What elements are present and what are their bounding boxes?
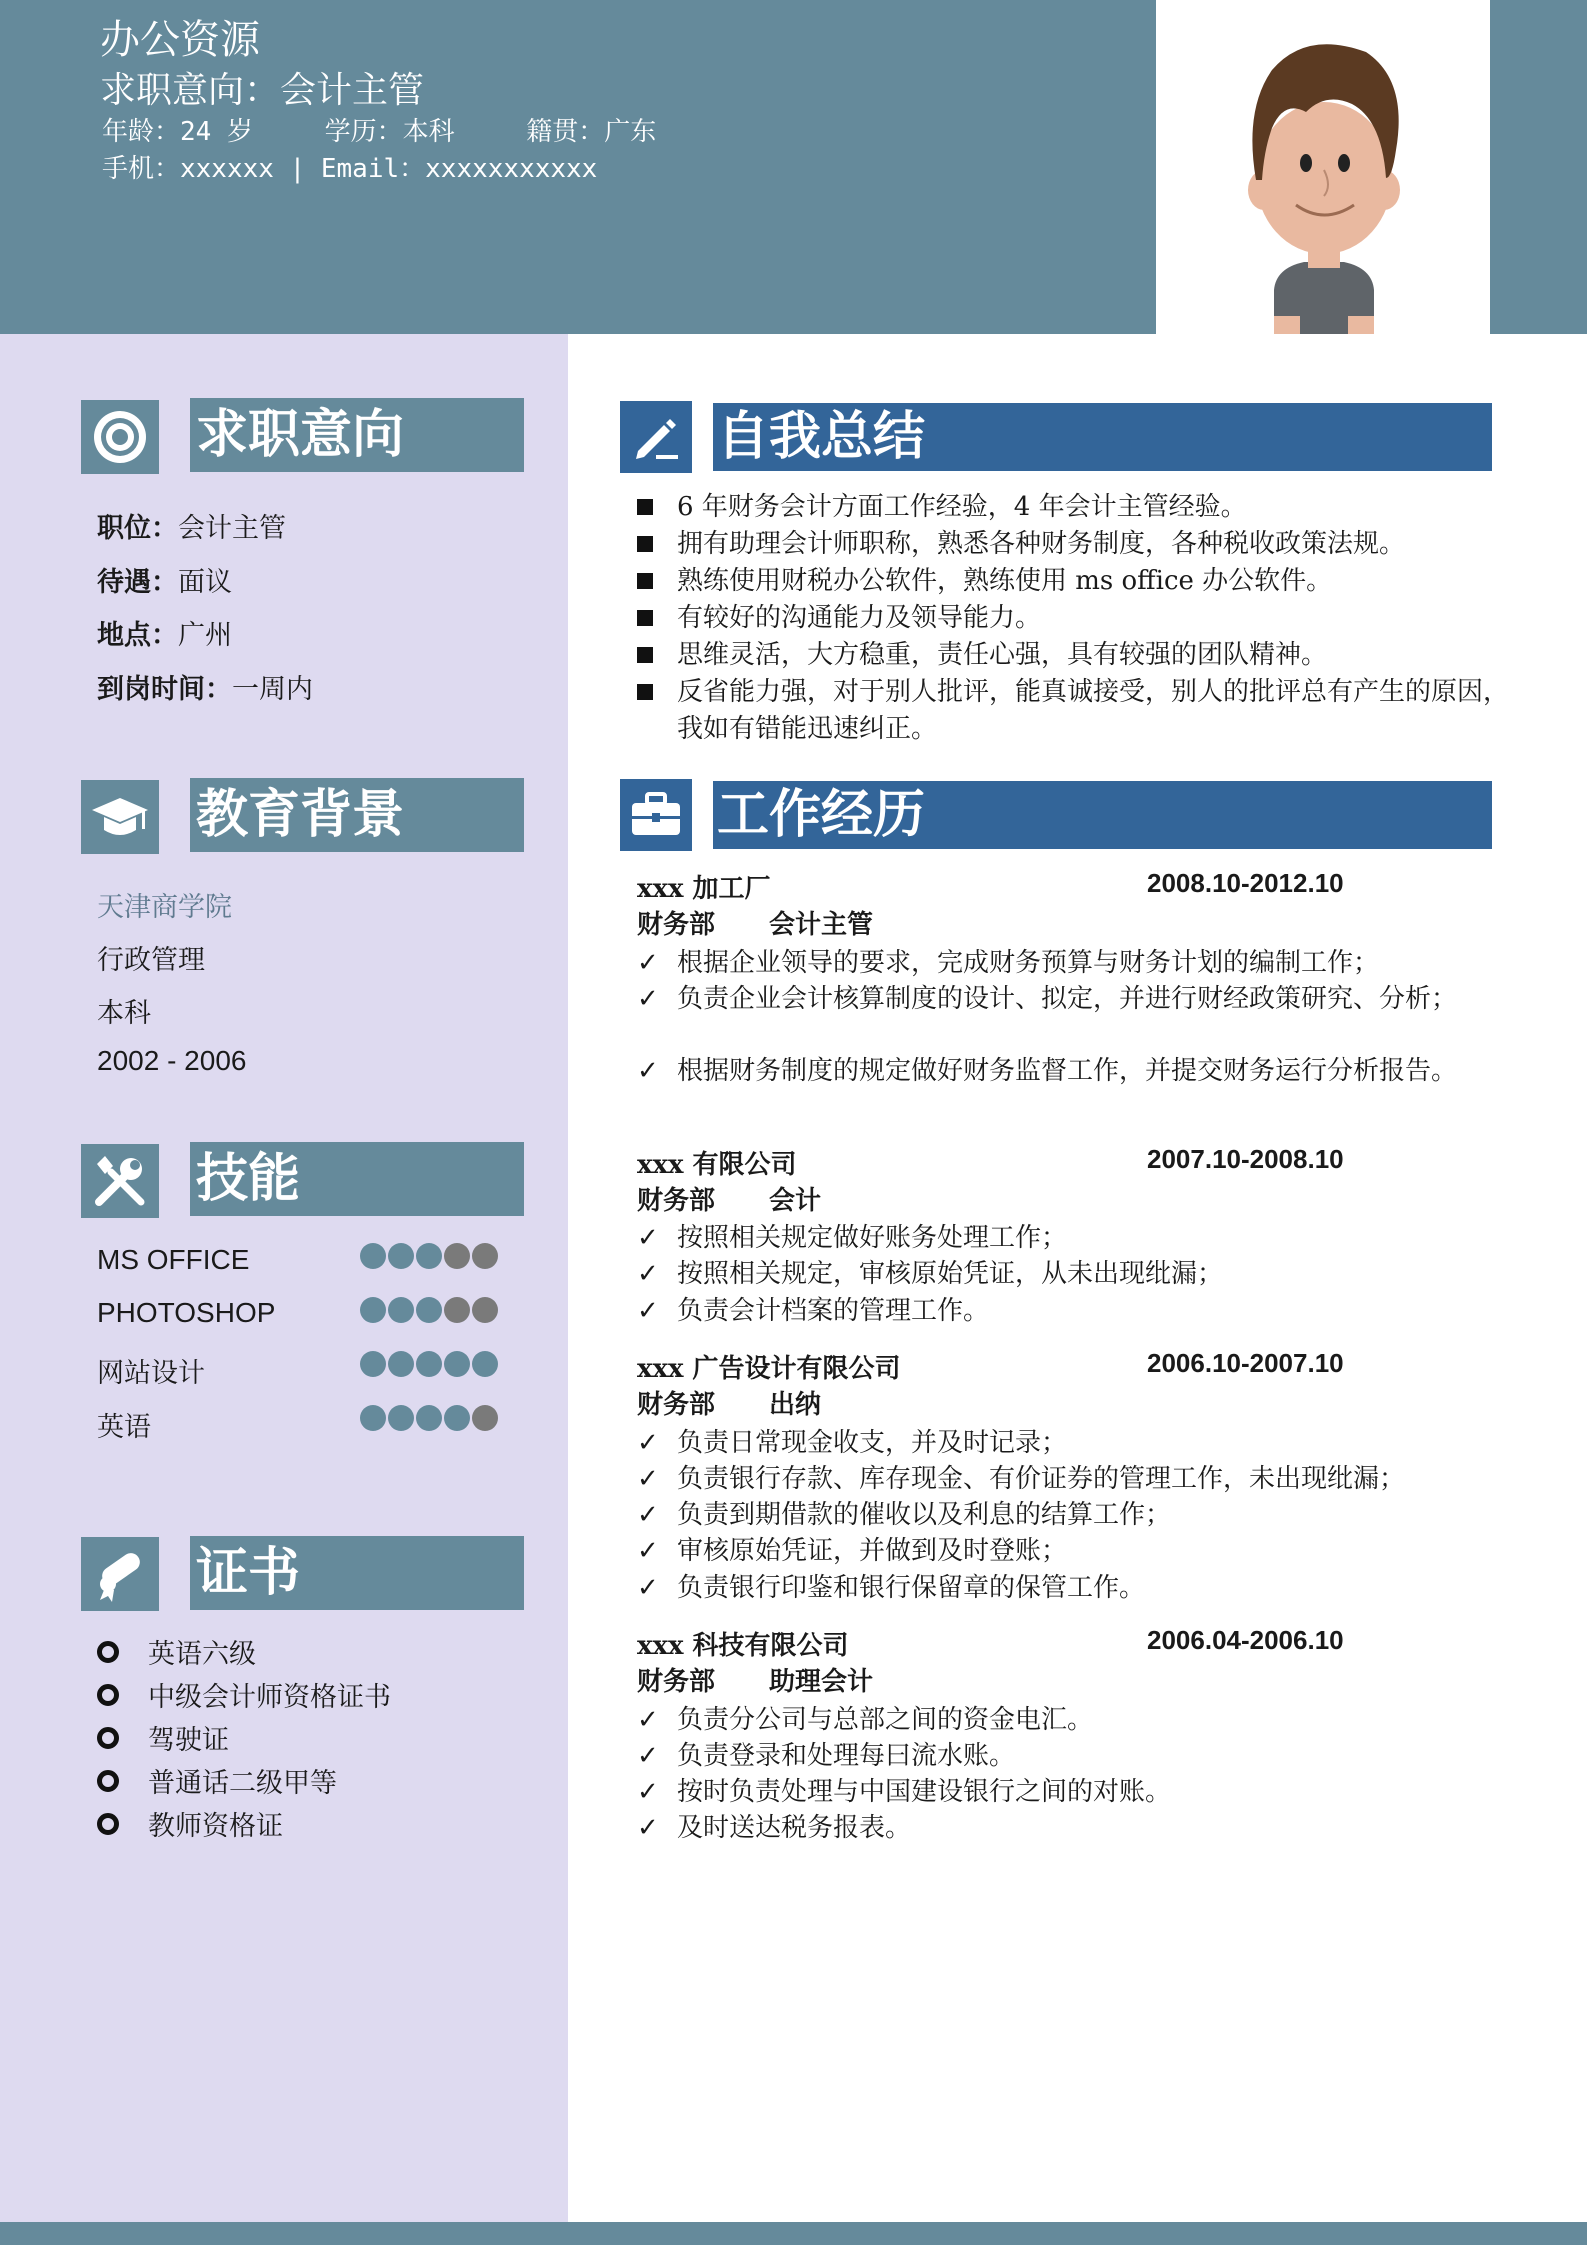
job-date: 2006.04-2006.10 [1147, 1625, 1344, 1655]
square-bullet-icon [637, 573, 653, 589]
avatar [1156, 0, 1490, 334]
job-role: 会计主管 [769, 910, 874, 940]
summary-item [637, 637, 1497, 674]
checkmark-icon: ✓ [637, 1741, 659, 1771]
summary-text: 熟练使用财税办公软件，熟练使用 ms office 办公软件。 [677, 566, 1333, 596]
summary-item [637, 526, 1497, 563]
graduation-cap-icon [81, 780, 159, 854]
header-education: 学历：本科 [324, 117, 455, 147]
section-title-experience: 工作经历 [713, 781, 1492, 849]
square-bullet-icon [637, 499, 653, 515]
bullet-ring-icon [97, 1684, 119, 1706]
job-dept: 财务部 [637, 1390, 716, 1420]
job-role: 助理会计 [769, 1667, 874, 1697]
bullet-ring-icon [97, 1813, 119, 1835]
duty-item [637, 982, 1477, 1052]
briefcase-icon [620, 779, 692, 851]
skill-rating [360, 1351, 500, 1377]
education-degree: 本科 [97, 998, 151, 1029]
duty-item [637, 1294, 1477, 1329]
target-icon [81, 400, 159, 474]
summary-item [637, 674, 1510, 748]
diploma-icon [81, 1537, 159, 1611]
section-title-skills: 技能 [190, 1142, 524, 1216]
skill-name: 英语 [97, 1412, 151, 1443]
job-date: 2007.10-2008.10 [1147, 1144, 1344, 1174]
duty-text: 按照相关规定做好账务处理工作； [677, 1223, 1068, 1253]
job-department [637, 1661, 873, 1698]
duty-item [637, 1534, 1477, 1569]
duty-text: 负责会计档案的管理工作。 [677, 1296, 990, 1326]
summary-text: 拥有助理会计师职称，熟悉各种财务制度，各种税收政策法规。 [677, 529, 1406, 559]
skill-dot-filled [360, 1351, 386, 1377]
skill-dot-filled [472, 1351, 498, 1377]
duty-item [637, 1498, 1477, 1533]
duty-text: 审核原始凭证，并做到及时登账； [677, 1536, 1068, 1566]
duty-text: 根据企业领导的要求，完成财务预算与财务计划的编制工作； [677, 948, 1380, 978]
duty-item [637, 1054, 1477, 1124]
intent-arrival-value: 一周内 [232, 674, 313, 705]
skill-dot-filled [416, 1243, 442, 1269]
certificate-label: 普通话二级甲等 [148, 1768, 337, 1799]
certificate-label: 中级会计师资格证书 [148, 1682, 391, 1713]
intent-arrival-label: 到岗时间： [97, 674, 232, 705]
checkmark-icon: ✓ [637, 1259, 659, 1289]
checkmark-icon: ✓ [637, 948, 659, 978]
certificate-label: 教师资格证 [148, 1811, 283, 1842]
intent-arrival [97, 667, 313, 706]
skill-rating [360, 1297, 500, 1323]
checkmark-icon: ✓ [637, 1464, 659, 1494]
duty-text: 负责银行印鉴和银行保留章的保管工作。 [677, 1573, 1146, 1603]
duty-item [637, 1739, 1477, 1774]
skill-dot-filled [388, 1351, 414, 1377]
skill-name: MS OFFICE [97, 1244, 250, 1275]
job-company: xxx 科技有限公司 [637, 1631, 849, 1661]
certificate-item [97, 1675, 391, 1714]
skill-dot-filled [388, 1297, 414, 1323]
skill-dot-filled [444, 1351, 470, 1377]
intent-position-value: 会计主管 [178, 513, 286, 544]
header-origin: 籍贯：广东 [526, 117, 657, 147]
sidebar [0, 334, 568, 2222]
header-name: 办公资源 [100, 17, 260, 63]
certificate-item [97, 1632, 256, 1671]
skill-dot-filled [360, 1243, 386, 1269]
header-intent: 求职意向：会计主管 [100, 70, 425, 111]
checkmark-icon: ✓ [637, 1056, 659, 1086]
intent-location-label: 地点： [97, 620, 178, 651]
duty-item [637, 1221, 1477, 1256]
checkmark-icon: ✓ [637, 1296, 659, 1326]
section-title-summary: 自我总结 [713, 403, 1492, 471]
summary-text: 有较好的沟通能力及领导能力。 [677, 603, 1042, 633]
certificate-item [97, 1804, 283, 1843]
duty-text: 按时负责处理与中国建设银行之间的对账。 [677, 1777, 1172, 1807]
summary-item [637, 563, 1497, 600]
duty-item [637, 1703, 1477, 1738]
job-department [637, 904, 873, 941]
square-bullet-icon [637, 647, 653, 663]
certificate-label: 英语六级 [148, 1639, 256, 1670]
intent-location-value: 广州 [178, 620, 232, 651]
footer-bar [0, 2222, 1587, 2245]
skill-dot-filled [416, 1405, 442, 1431]
header-contact: 手机：xxxxxx | Email：xxxxxxxxxxx [102, 154, 598, 184]
skill-dot-filled [416, 1351, 442, 1377]
certificate-item [97, 1718, 229, 1757]
duty-item [637, 1462, 1477, 1497]
skill-dot-filled [360, 1405, 386, 1431]
duty-text: 负责到期借款的催收以及利息的结算工作； [677, 1500, 1172, 1530]
skill-dot-filled [388, 1243, 414, 1269]
education-major: 行政管理 [97, 945, 205, 976]
intent-location [97, 613, 232, 652]
skill-name: 网站设计 [97, 1358, 205, 1389]
duty-text: 及时送达税务报表。 [677, 1813, 912, 1843]
pencil-icon [620, 401, 692, 473]
duty-item [637, 946, 1477, 981]
bullet-ring-icon [97, 1727, 119, 1749]
job-date: 2006.10-2007.10 [1147, 1348, 1344, 1378]
section-title-certificates: 证书 [190, 1536, 524, 1610]
skill-dot-filled [444, 1405, 470, 1431]
duty-text: 按照相关规定，审核原始凭证，从未出现纰漏； [677, 1259, 1224, 1289]
summary-text: 6 年财务会计方面工作经验，4 年会计主管经验。 [677, 492, 1247, 522]
intent-position-label: 职位： [97, 513, 178, 544]
duty-text: 负责登录和处理每曰流水账。 [677, 1741, 1016, 1771]
skill-rating [360, 1243, 500, 1269]
avatar-illustration [1156, 0, 1490, 334]
job-dept: 财务部 [637, 1667, 716, 1697]
job-department [637, 1384, 821, 1421]
square-bullet-icon [637, 610, 653, 626]
skill-dot-empty [472, 1297, 498, 1323]
skill-dot-empty [472, 1243, 498, 1269]
checkmark-icon: ✓ [637, 1813, 659, 1843]
duty-text: 负责日常现金收支，并及时记录； [677, 1428, 1068, 1458]
duty-text: 根据财务制度的规定做好财务监督工作，并提交财务运行分析报告。 [677, 1056, 1458, 1086]
skill-dot-filled [388, 1405, 414, 1431]
duty-item [637, 1571, 1477, 1606]
job-company: xxx 广告设计有限公司 [637, 1354, 901, 1384]
duty-item [637, 1775, 1477, 1810]
duty-item [637, 1257, 1477, 1292]
skill-name: PHOTOSHOP [97, 1297, 276, 1328]
skill-dot-filled [416, 1297, 442, 1323]
duty-item [637, 1426, 1477, 1461]
checkmark-icon: ✓ [637, 1536, 659, 1566]
checkmark-icon: ✓ [637, 1705, 659, 1735]
checkmark-icon: ✓ [637, 1223, 659, 1253]
square-bullet-icon [637, 536, 653, 552]
job-role: 会计 [769, 1186, 822, 1216]
summary-text: 反省能力强，对于别人批评，能真诚接受，别人的批评总有产生的原因，我如有错能迅速纠正。 [677, 677, 1510, 744]
bullet-ring-icon [97, 1770, 119, 1792]
duty-text: 负责银行存款、库存现金、有价证券的管理工作，未出现纰漏； [677, 1464, 1406, 1494]
square-bullet-icon [637, 684, 653, 700]
job-department [637, 1180, 821, 1217]
summary-item [637, 600, 1497, 637]
job-company: xxx 加工厂 [637, 874, 771, 904]
education-school: 天津商学院 [97, 892, 232, 923]
section-title-education: 教育背景 [190, 778, 524, 852]
duty-item [637, 1811, 1477, 1846]
job-role: 出纳 [769, 1390, 822, 1420]
summary-text: 思维灵活，大方稳重，责任心强，具有较强的团队精神。 [677, 640, 1328, 670]
duty-text: 负责分公司与总部之间的资金电汇。 [677, 1705, 1094, 1735]
job-dept: 财务部 [637, 910, 716, 940]
education-years: 2002 - 2006 [97, 1045, 247, 1076]
certificate-item [97, 1761, 337, 1800]
skill-dot-empty [472, 1405, 498, 1431]
checkmark-icon: ✓ [637, 984, 659, 1014]
skill-dot-filled [360, 1297, 386, 1323]
certificate-label: 驾驶证 [148, 1725, 229, 1756]
tools-icon [81, 1144, 159, 1218]
intent-position [97, 506, 286, 545]
checkmark-icon: ✓ [637, 1573, 659, 1603]
checkmark-icon: ✓ [637, 1777, 659, 1807]
skill-dot-empty [444, 1243, 470, 1269]
intent-salary-value: 面议 [178, 567, 232, 598]
job-dept: 财务部 [637, 1186, 716, 1216]
header-age: 年龄：24 岁 [102, 117, 253, 147]
job-company: xxx 有限公司 [637, 1150, 797, 1180]
intent-salary-label: 待遇： [97, 567, 178, 598]
section-title-intent: 求职意向 [190, 398, 524, 472]
checkmark-icon: ✓ [637, 1500, 659, 1530]
checkmark-icon: ✓ [637, 1428, 659, 1458]
skill-dot-empty [444, 1297, 470, 1323]
header-basic-info [102, 111, 656, 148]
skill-rating [360, 1405, 500, 1431]
summary-item [637, 489, 1497, 526]
intent-salary [97, 560, 232, 599]
bullet-ring-icon [97, 1641, 119, 1663]
duty-text: 负责企业会计核算制度的设计、拟定，并进行财经政策研究、分析； [677, 984, 1458, 1014]
job-date: 2008.10-2012.10 [1147, 868, 1344, 898]
